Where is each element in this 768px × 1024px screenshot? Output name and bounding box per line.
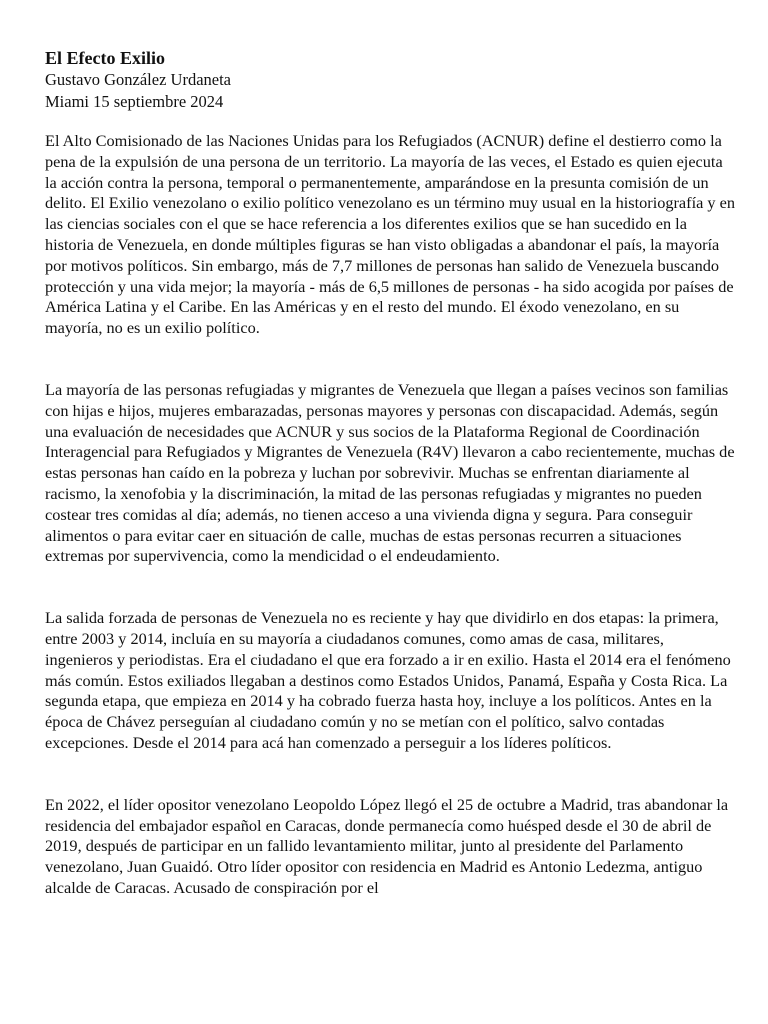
paragraph-4: En 2022, el líder opositor venezolano Leopoldo López llegó el 25 de octubre a Madrid, tras abandonar la residencia del embajador español en Caracas, donde permanecía como huésped desde el 30 de abril de 2019, después de participar en un fallido levantamiento militar, junto al presidente del Parlamento venezolano, Juan Guaidó. Otro líder opositor con residencia en Madrid es Antonio Ledezma, antiguo alcalde de Caracas. Acusado de conspiración por el bbox=[45, 794, 729, 897]
document-title: El Efecto Exilio bbox=[45, 48, 165, 68]
paragraph-3: La salida forzada de personas de Venezuela no es reciente y hay que dividirlo en dos etapas: la primera, entre 2003 y 2014, incluía en su mayoría a ciudadanos comunes, como amas de casa, militares, ingenieros y periodistas. Era el ciudadano el que era forzado a ir en exilio. Hasta el 2014 era el fenómeno más común. Estos exiliados llegaban a destinos como Estados Unidos, Panamá, España y Costa Rica. La segunda etapa, que empieza en 2014 y ha cobrado fuerza hasta hoy, incluye a los políticos. Antes en la época de Chávez perseguían al ciudadano común y no se metían con el político, salvo contadas excepciones. Desde el 2014 para acá han comenzado a perseguir a los líderes políticos. bbox=[45, 608, 731, 752]
document-page bbox=[45, 47, 735, 899]
paragraph-1: El Alto Comisionado de las Naciones Unidas para los Refugiados (ACNUR) define el destierro como la pena de la expulsión de una persona de un territorio. La mayoría de las veces, el Estado es quien ejecuta la acción contra la persona, temporal o permanentemente, amparándose en la presunta comisión de un delito. El Exilio venezolano o exilio político venezolano es un término muy usual en la historiografía y en las ciencias sociales con el que se hace referencia a los diferentes exilios que se han sucedido en la historia de Venezuela, en donde múltiples figuras se han visto obligadas a abandonar el país, la mayoría por motivos políticos. Sin embargo, más de 7,7 millones de personas han salido de Venezuela buscando protección y una vida mejor; la mayoría - más de 6,5 millones de personas - ha sido acogida por países de América Latina y el Caribe. En las Américas y en el resto del mundo. El éxodo venezolano, en su mayoría, no es un exilio político. bbox=[45, 131, 735, 338]
author-name: Gustavo González Urdaneta bbox=[45, 70, 232, 89]
dateline: Miami 15 septiembre 2024 bbox=[45, 91, 224, 111]
paragraph-2: La mayoría de las personas refugiadas y migrantes de Venezuela que llegan a países vecinos son familias con hijas e hijos, mujeres embarazadas, personas mayores y personas con discapacidad. Además, según una evaluación de necesidades que ACNUR y sus socios de la Plataforma Regional de Coordinación Interagencial para Refugiados y Migrantes de Venezuela (R4V) llevaron a cabo recientemente, muchas de estas personas han caído en la pobreza y luchan por sobrevivir. Muchas se enfrentan diariamente al racismo, la xenofobia y la discriminación, la mitad de las personas refugiadas y migrantes no pueden costear tres comidas al día; además, no tienen acceso a una vivienda digna y segura. Para conseguir alimentos o para evitar caer en situación de calle, muchas de estas personas recurren a situaciones extremas por supervivencia, como la mendicidad o el endeudamiento. bbox=[45, 379, 735, 566]
